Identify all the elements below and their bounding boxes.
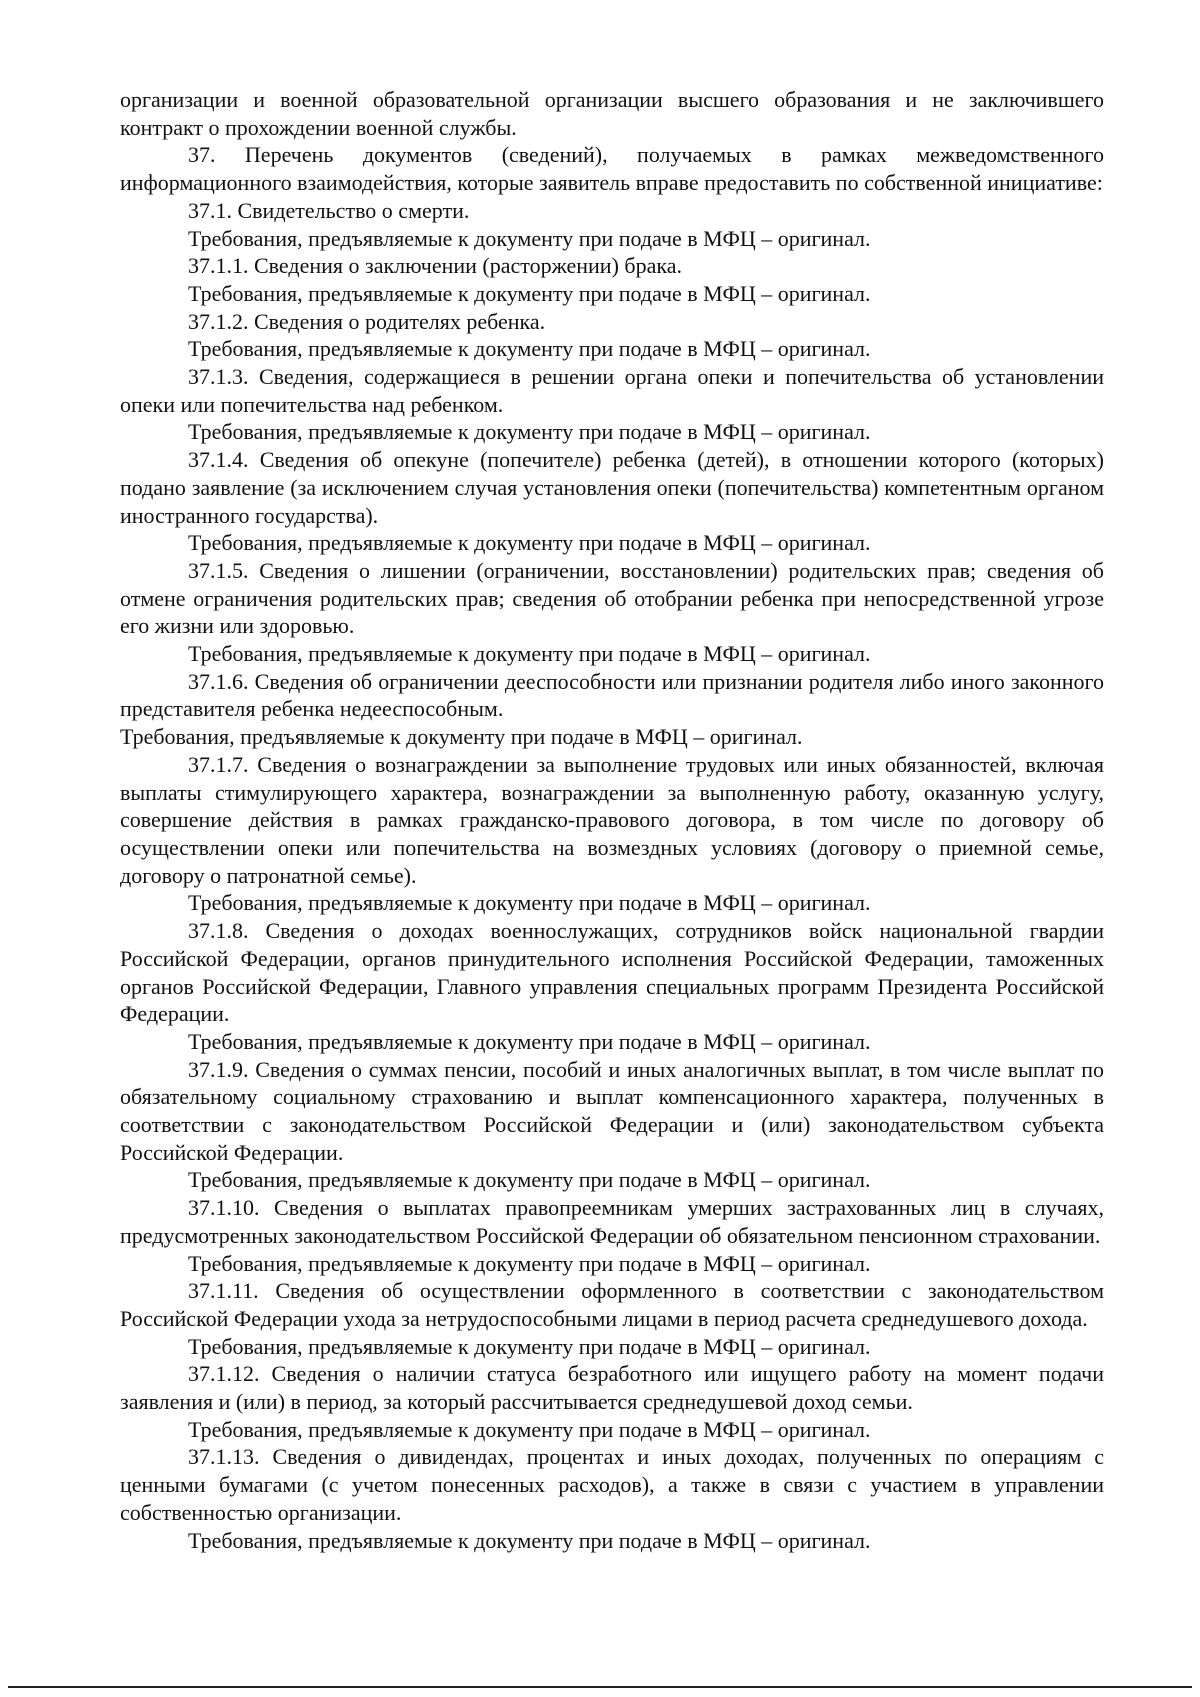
paragraph-37-1-5: 37.1.5. Сведения о лишении (ограничении, восстановлении) родительских прав; сведения об отмене ограничения родительских прав; сведения об отобрании ребенка при непосредственной угрозе его жизни или здоровью. (120, 557, 1104, 639)
requirement-text: Требования, предъявляемые к документу при подаче в МФЦ – оригинал. (188, 530, 871, 556)
requirement-text: Требования, предъявляемые к документу при подаче в МФЦ – оригинал. (188, 890, 871, 916)
paragraph-37-1-6: 37.1.6. Сведения об ограничении дееспособности или признании родителя либо иного законного представителя ребенка недееспособным. (120, 668, 1104, 722)
requirement-text: Требования, предъявляемые к документу при подаче в МФЦ – оригинал. (188, 280, 871, 306)
requirement-text: Требования, предъявляемые к документу при подаче в МФЦ – оригинал. (188, 1527, 871, 1553)
page-bottom-border (8, 1686, 1192, 1688)
paragraph-37-1-12: 37.1.12. Сведения о наличии статуса безработного или ищущего работу на момент подачи заявления и (или) в период, за который рассчитывается среднедушевой доход семьи. (120, 1361, 1104, 1415)
requirement-text: Требования, предъявляемые к документу при подаче в МФЦ – оригинал. (188, 1416, 871, 1442)
requirement-text: Требования, предъявляемые к документу при подаче в МФЦ – оригинал. (188, 1250, 871, 1276)
requirement-text: Требования, предъявляемые к документу при подаче в МФЦ – оригинал. (188, 1167, 871, 1193)
document-page (120, 86, 1104, 1554)
paragraph-37-1-3: 37.1.3. Сведения, содержащиеся в решении органа опеки и попечительства об установлении опеки или попечительства над ребенком. (120, 364, 1104, 417)
paragraph-37-1-13: 37.1.13. Сведения о дивидендах, процентах и иных доходах, полученных по операциям с ценными бумагами (с учетом понесенных расходов), а также в связи с участием в управлении собственностью организации. (120, 1444, 1104, 1525)
requirement-text: Требования, предъявляемые к документу при подаче в МФЦ – оригинал. (120, 724, 803, 750)
paragraph-37-1: 37.1. Свидетельство о смерти. (188, 197, 470, 223)
paragraph-37-1-2: 37.1.2. Сведения о родителях ребенка. (188, 308, 546, 334)
paragraph-continuation: организации и военной образовательной организации высшего образования и не заключившего контракт о прохождении военной службы. (120, 87, 1104, 140)
requirement-text: Требования, предъявляемые к документу при подаче в МФЦ – оригинал. (188, 1333, 871, 1359)
requirement-text: Требования, предъявляемые к документу при подаче в МФЦ – оригинал. (188, 419, 871, 445)
paragraph-37-1-11: 37.1.11. Сведения об осуществлении оформленного в соответствии с законодательством Российской Федерации ухода за нетрудоспособными лицами в период расчета среднедушевого дохода. (120, 1278, 1104, 1331)
requirement-text: Требования, предъявляемые к документу при подаче в МФЦ – оригинал. (188, 225, 871, 251)
requirement-text: Требования, предъявляемые к документу при подаче в МФЦ – оригинал. (188, 641, 871, 667)
paragraph-37: 37. Перечень документов (сведений), получаемых в рамках межведомственного информационного взаимодействия, которые заявитель вправе предоставить по собственной инициативе: (120, 142, 1104, 196)
paragraph-37-1-4: 37.1.4. Сведения об опекуне (попечителе) ребенка (детей), в отношении которого (которых) подано заявление (за исключением случая установления опеки (попечительства) компетентным органом иностранного государства). (120, 447, 1104, 528)
paragraph-37-1-8: 37.1.8. Сведения о доходах военнослужащих, сотрудников войск национальной гвардии Российской Федерации, органов принудительного исполнения Российской Федерации, таможенных органов Российской Федерации, Главного управления специальных программ Президента Российской Федерации. (120, 918, 1104, 1027)
paragraph-37-1-9: 37.1.9. Сведения о суммах пенсии, пособий и иных аналогичных выплат, в том числе выплат по обязательному социальному страхованию и выплат компенсационного характера, полученных в соответствии с законодательством Российской Федерации и (или) законодательством субъекта Российской Федерации. (120, 1056, 1104, 1165)
requirement-text: Требования, предъявляемые к документу при подаче в МФЦ – оригинал. (188, 1028, 871, 1054)
paragraph-37-1-10: 37.1.10. Сведения о выплатах правопреемникам умерших застрахованных лиц в случаях, предусмотренных законодательством Российской Федерации об обязательном пенсионном страховании. (120, 1195, 1104, 1248)
paragraph-37-1-1: 37.1.1. Сведения о заключении (расторжении) брака. (188, 253, 682, 279)
requirement-text: Требования, предъявляемые к документу при подаче в МФЦ – оригинал. (188, 336, 871, 362)
paragraph-37-1-7: 37.1.7. Сведения о вознаграждении за выполнение трудовых или иных обязанностей, включая выплаты стимулирующего характера, вознаграждении за выполненную работу, оказанную услугу, совершение действия в рамках гражданско-правового договора, в том числе по договору об осуществлении опеки или попечительства на возмездных условиях (договору о приемной семье, договору о патронатной семье). (120, 751, 1104, 888)
